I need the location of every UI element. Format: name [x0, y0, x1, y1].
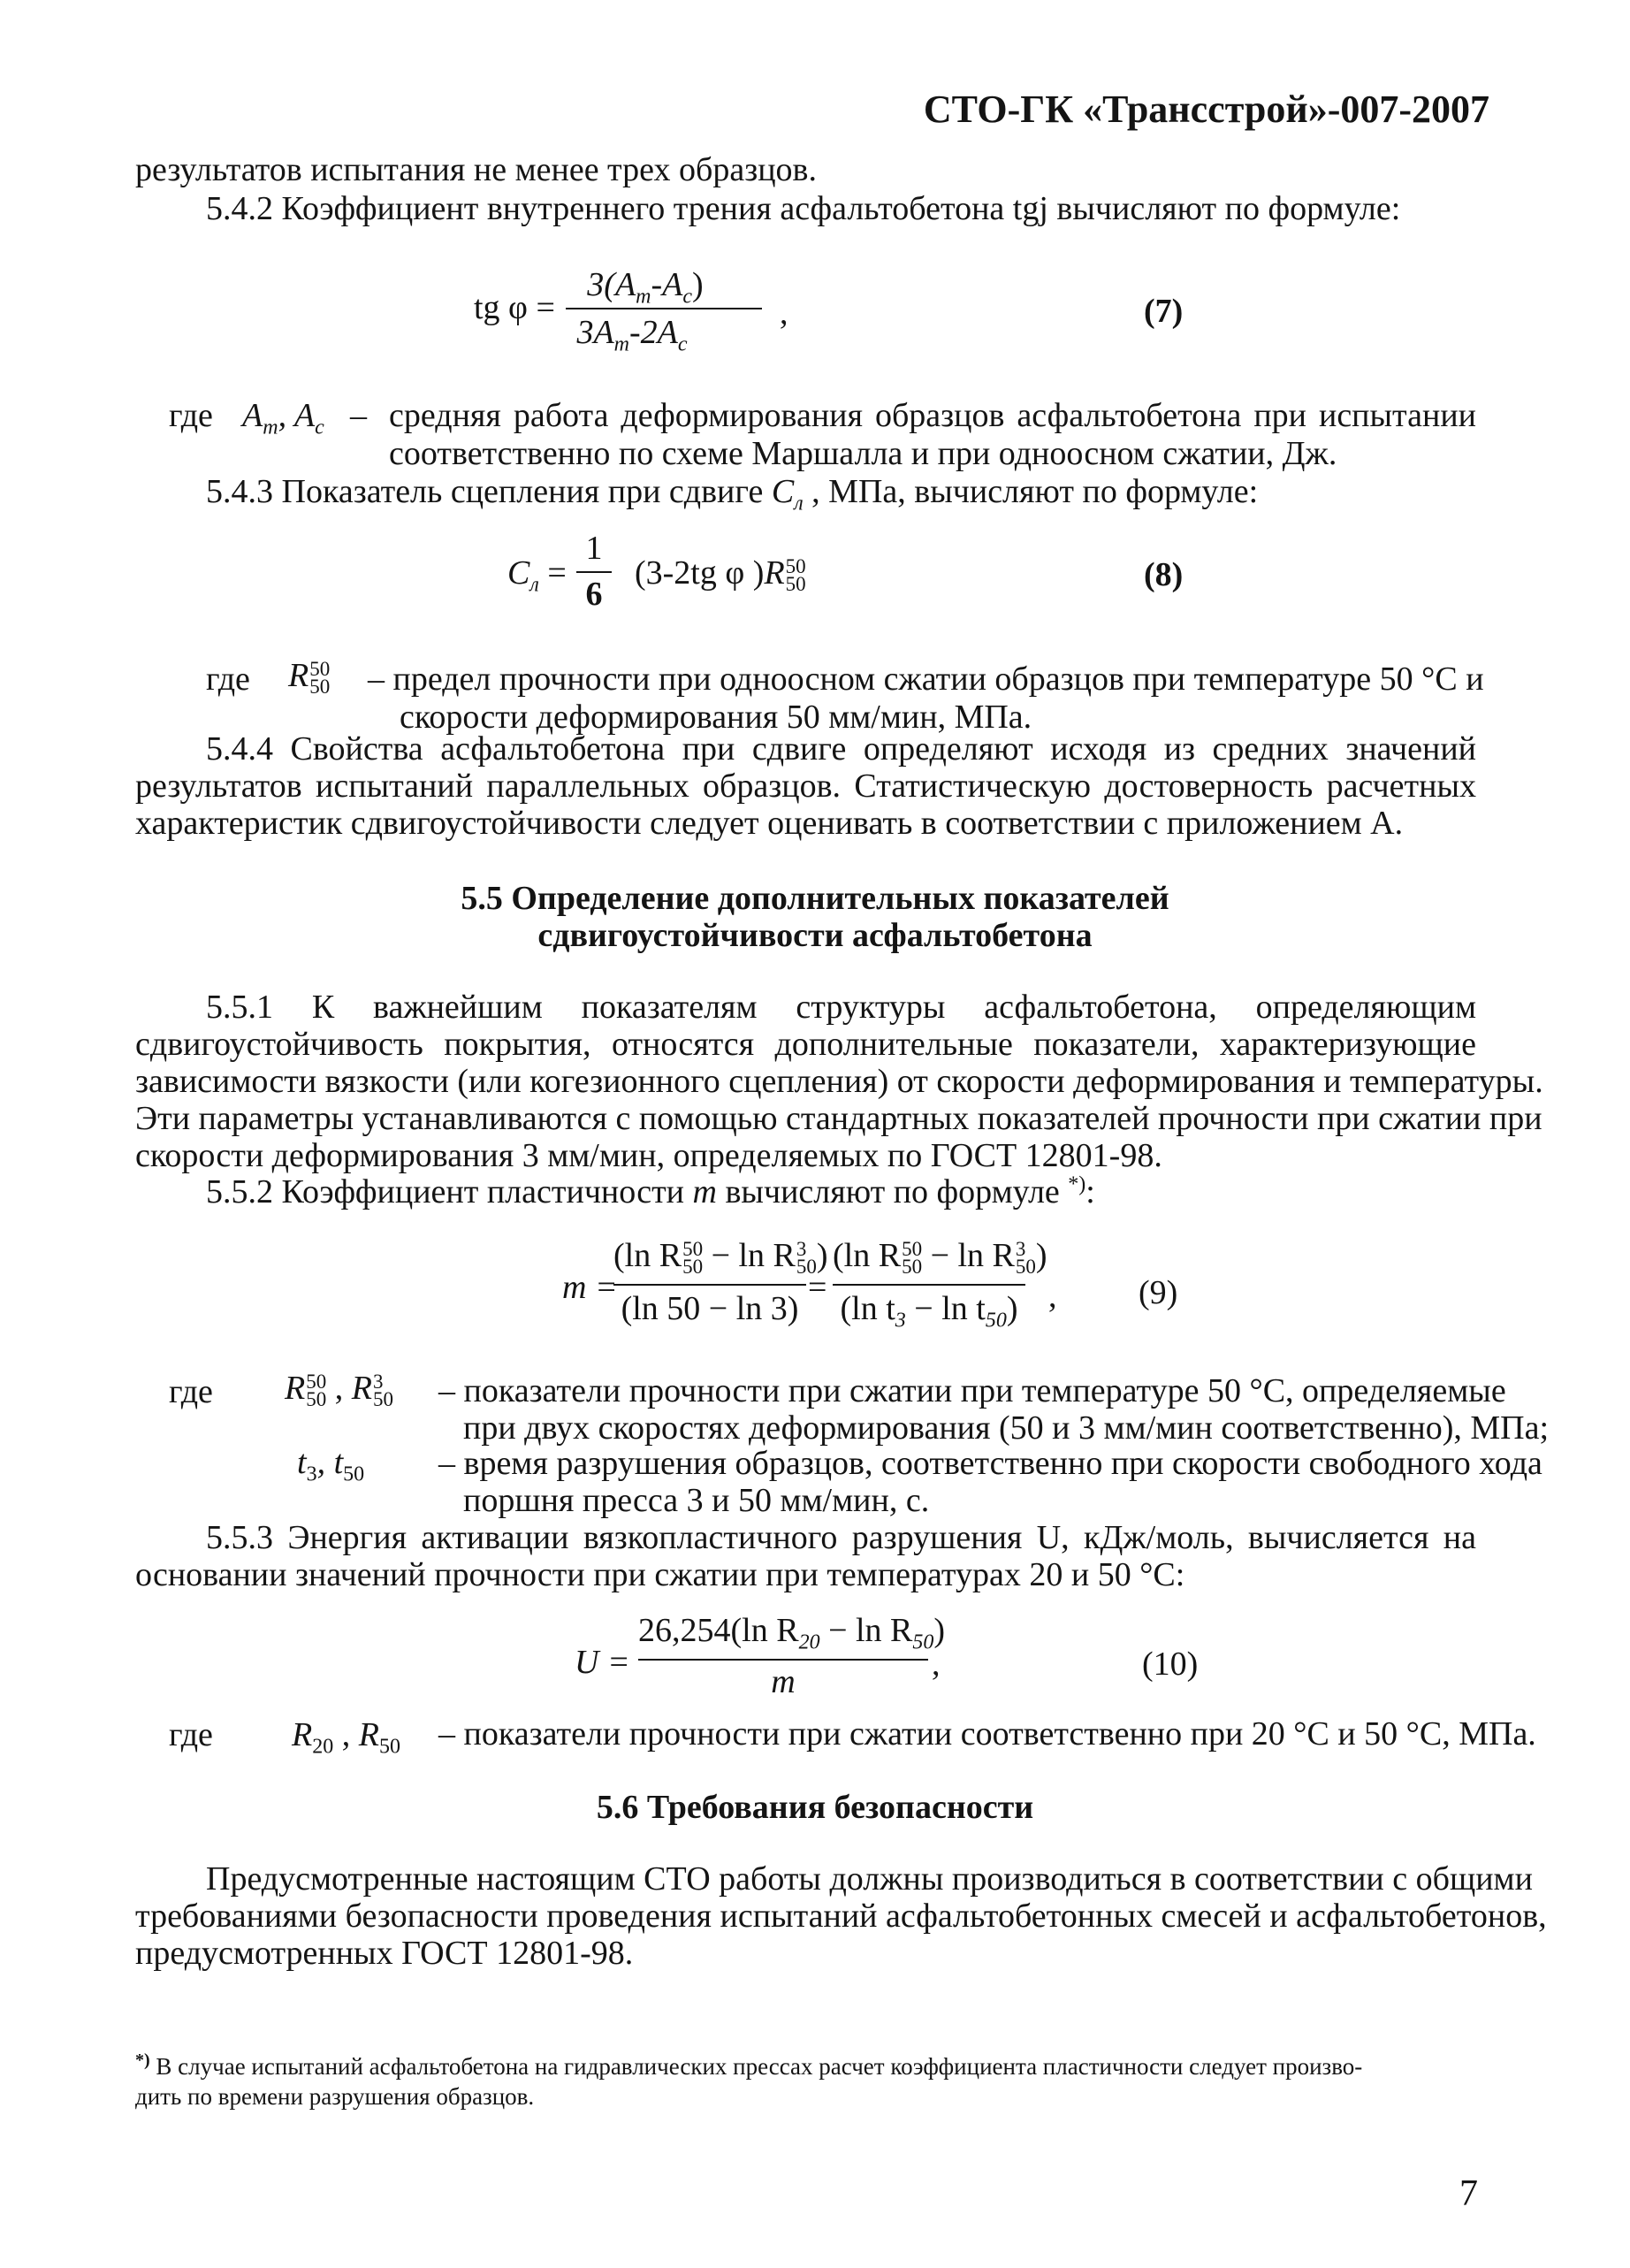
formula-7-denominator: $3A_m-2A_c$	[576, 314, 688, 356]
formula-7-label: (7)	[1144, 293, 1184, 330]
formula-9-label: (9)	[1139, 1274, 1178, 1311]
formula-8-label: (8)	[1144, 556, 1184, 593]
paragraph-5-4-3: 5.4.3 Показатель сцепления при сдвиге $C_л$ , МПа, вычисляют по формуле:	[206, 473, 1259, 515]
paragraph-5-4-2: 5.4.2 Коэффициент внутреннего трения асфальтобетона tgj вычисляют по формуле:	[206, 190, 1401, 227]
page-number: 7	[1459, 2173, 1478, 2214]
doc-code-header: СТО-ГК «Трансстрой»-007-2007	[923, 88, 1489, 131]
formula-10-label: (10)	[1142, 1646, 1199, 1683]
document-page: СТО-ГК «Трансстрой»-007-2007 результатов испытания не менее трех образцов. 5.4.2 Коэффициент внутреннего трения асфальтобетона tgj вычисляют по формуле: tg φ = $3(A_m-A_c)$ $3A_m-2A_c$ , (7) где $A_m$, $A_c$ – средняя работа деформирования образцов асфальтобетона при испытании соответственно по схеме Маршалла и при одноосном сжатии, Дж. 5.4.3 Показатель сцепления при сдвиге $C_л$ , МПа, вычисляют по формуле: $C_л$ = 1 6 (3-2tg φ )R 50 50 (8) где R 50 50 – предел прочности при одноосном сжатии образцов при температуре 50 °С и скорости деформирования 50 мм/мин, МПа. 5.4.4 Свойства асфальтобетона при сдвиге определяют исходя из средних значений результатов испытаний параллельных образцов. Статистическую достоверность расчетных характеристик сдвигоустойчивости следует оценивать в соответствии с приложением А. 5.5 Определение дополнительных показателей сдвигоустойчивости асфальтобетона 5.5.1 К важнейшим показателям структуры асфальтобетона, определяющим сдвигоустойчивость покрытия, относятся дополнительные показатели, характеризующие зависимости вязкости (или когезионного сцепления) от скорости деформирования и температуры. Эти параметры устанавливаются с помощью стандартных показателей прочности при сжатии при скорости деформирования 3 мм/мин, определяемых по ГОСТ 12801-98. 5.5.2 Коэффициент пластичности m вычисляют по формуле *): m = (ln R 50 50 − ln R 3 50 ) (ln 50 − ln 3) = (ln R 50 50 − ln R 3 50 ) (ln $t_3 - \ln t_{50}$) , (9) где R 50 50 , R 3 50 – показатели прочности при сжатии при температуре 50 °С, определяемые при двух скоростях деформирования (50 и 3 мм/мин соответственно), МПа; $t_3$, $t_{50}$ – время разрушения образцов, соответственно при скорости свободного хода поршня пресса 3 и 50 мм/мин, с. 5.5.3 Энергия активации вязкопластичного разрушения U, кДж/моль, вычисляется на основании значений прочности при сжатии при температурах 20 и 50 °С: U = 26,254(ln $R_{20} - \ln R_{50}$) m , (10) где $R_{20}$ , $R_{50}$ – показатели прочности при сжатии соответственно при 20 °С и 50 °С, МПа. 5.6 Требования безопасности Предусмотренные настоящим СТО работы должны производиться в соответствии с общими требованиями безопасности проведения испытаний асфальтобетонных смесей и асфальтобетонов, предусмотренных ГОСТ 12801-98. *) В случае испытаний асфальтобетона на гидравлических прессах расчет коэффициента пластичности следует произво- дить по времени разрушения образцов. 7	[0, 0, 1630, 2268]
section-5-6-heading: 5.6 Требования безопасности	[596, 1789, 1034, 1826]
paragraph-continuation: результатов испытания не менее трех образцов.	[135, 151, 817, 188]
formula-7-numerator: $3(A_m-A_c)$	[587, 266, 704, 309]
where-7-symbols: $A_m$, $A_c$	[242, 397, 324, 439]
paragraph-5-5-2: 5.5.2 Коэффициент пластичности m вычисляют по формуле *):	[206, 1172, 1095, 1210]
